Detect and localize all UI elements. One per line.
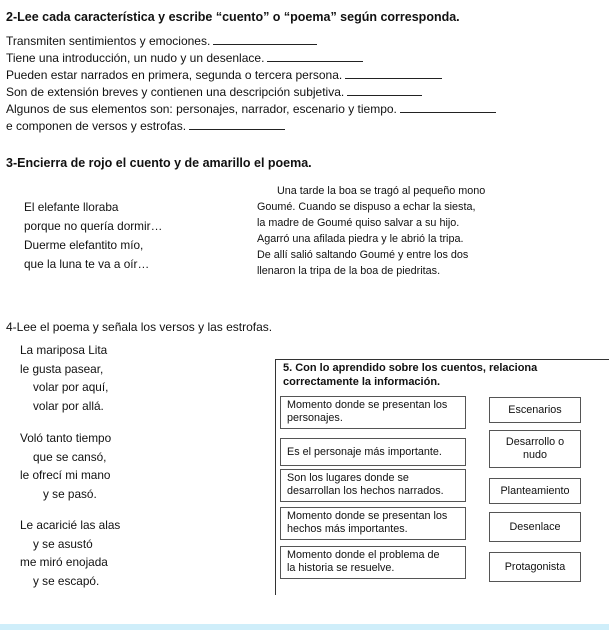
section2-item xyxy=(6,34,317,48)
poem-line[interactable]: me miró enojada xyxy=(20,555,108,569)
match-right-text: Escenarios xyxy=(508,403,562,416)
poem-line[interactable]: y se asustó xyxy=(33,537,93,551)
poem-line: que la luna te va a oír… xyxy=(24,257,150,271)
story-line: Goumé. Cuando se dispuso a echar la siesta, xyxy=(257,201,476,213)
answer-blank[interactable] xyxy=(400,102,496,113)
match-left-text: Son los lugares donde se xyxy=(287,472,409,484)
match-right-item[interactable] xyxy=(489,478,581,504)
match-left-text: Momento donde se presentan los xyxy=(287,399,448,411)
section2-item xyxy=(6,51,363,65)
match-left-item[interactable] xyxy=(280,546,466,579)
answer-blank[interactable] xyxy=(213,34,317,45)
poem-line[interactable]: La mariposa Lita xyxy=(20,343,108,357)
poem-line[interactable]: volar por allá. xyxy=(33,399,104,413)
item-text: Algunos de sus elementos son: personajes, narrador, escenario y tiempo. xyxy=(6,102,397,116)
section3-title: 3-Encierra de rojo el cuento y de amarillo el poema. xyxy=(6,156,312,170)
poem-line[interactable]: y se pasó. xyxy=(43,487,97,501)
item-text: Transmiten sentimientos y emociones. xyxy=(6,34,211,48)
match-left-item[interactable] xyxy=(280,507,466,540)
section2-item xyxy=(6,68,442,82)
match-right-text: Planteamiento xyxy=(500,484,570,497)
poem-line[interactable]: le gusta pasear, xyxy=(20,362,104,376)
match-right-item[interactable] xyxy=(489,430,581,468)
match-right-item[interactable] xyxy=(489,397,581,423)
section2-item xyxy=(6,102,496,116)
answer-blank[interactable] xyxy=(189,119,285,130)
answer-blank[interactable] xyxy=(267,51,363,62)
story-line: la madre de Goumé quiso salvar a su hijo. xyxy=(257,217,460,229)
answer-blank[interactable] xyxy=(347,85,422,96)
match-right-text: Desenlace xyxy=(509,520,561,533)
match-left-item[interactable] xyxy=(280,396,466,429)
item-text: Tiene una introducción, un nudo y un desenlace. xyxy=(6,51,265,65)
match-left-text: Es el personaje más importante. xyxy=(287,445,442,458)
answer-blank[interactable] xyxy=(345,68,442,79)
poem-line[interactable]: Le acaricié las alas xyxy=(20,518,121,532)
item-text: Pueden estar narrados en primera, segunda o tercera persona. xyxy=(6,68,343,82)
section5-title: 5. Con lo aprendido sobre los cuentos, relaciona xyxy=(283,362,538,374)
match-right-item[interactable] xyxy=(489,552,581,582)
match-left-text: personajes. xyxy=(287,412,343,424)
poem-line[interactable]: Voló tanto tiempo xyxy=(20,431,112,445)
poem-line[interactable]: que se cansó, xyxy=(33,450,107,464)
item-text: Son de extensión breves y contienen una descripción subjetiva. xyxy=(6,85,345,99)
story-line: Agarró una afilada piedra y le abrió la tripa. xyxy=(257,233,464,245)
match-left-item[interactable] xyxy=(280,438,466,466)
match-left-text: hechos más importantes. xyxy=(287,523,408,535)
story-line: De allí salió saltando Goumé y entre los dos xyxy=(257,249,469,261)
poem-line: porque no quería dormir… xyxy=(24,219,163,233)
poem-line[interactable]: y se escapó. xyxy=(33,574,100,588)
bottom-bar xyxy=(0,624,609,630)
section4-title: 4-Lee el poema y señala los versos y las estrofas. xyxy=(6,320,273,334)
section2-item xyxy=(6,85,422,99)
story-line: Una tarde la boa se tragó al pequeño mono xyxy=(277,185,486,197)
match-right-item[interactable] xyxy=(489,512,581,542)
story-line: llenaron la tripa de la boa de piedritas. xyxy=(257,265,441,277)
poem-line[interactable]: volar por aquí, xyxy=(33,380,109,394)
poem-line: El elefante lloraba xyxy=(24,200,119,214)
match-right-text: Desarrollo o xyxy=(505,436,565,448)
poem-line[interactable]: le ofrecí mi mano xyxy=(20,468,111,482)
match-right-text: nudo xyxy=(522,449,548,461)
match-left-item[interactable] xyxy=(280,469,466,502)
item-text: e componen de versos y estrofas. xyxy=(6,119,187,133)
poem-line: Duerme elefantito mío, xyxy=(24,238,144,252)
match-right-text: Protagonista xyxy=(504,560,566,573)
match-left-text: Momento donde el problema de xyxy=(287,549,440,561)
section2-title: 2-Lee cada característica y escribe “cuento” o “poema” según corresponda. xyxy=(6,10,460,24)
match-left-text: desarrollan los hechos narrados. xyxy=(287,485,444,497)
match-left-text: la historia se resuelve. xyxy=(287,562,395,574)
match-left-text: Momento donde se presentan los xyxy=(287,510,448,522)
section5-title-line2: correctamente la información. xyxy=(283,376,441,388)
section2-item xyxy=(6,119,285,133)
